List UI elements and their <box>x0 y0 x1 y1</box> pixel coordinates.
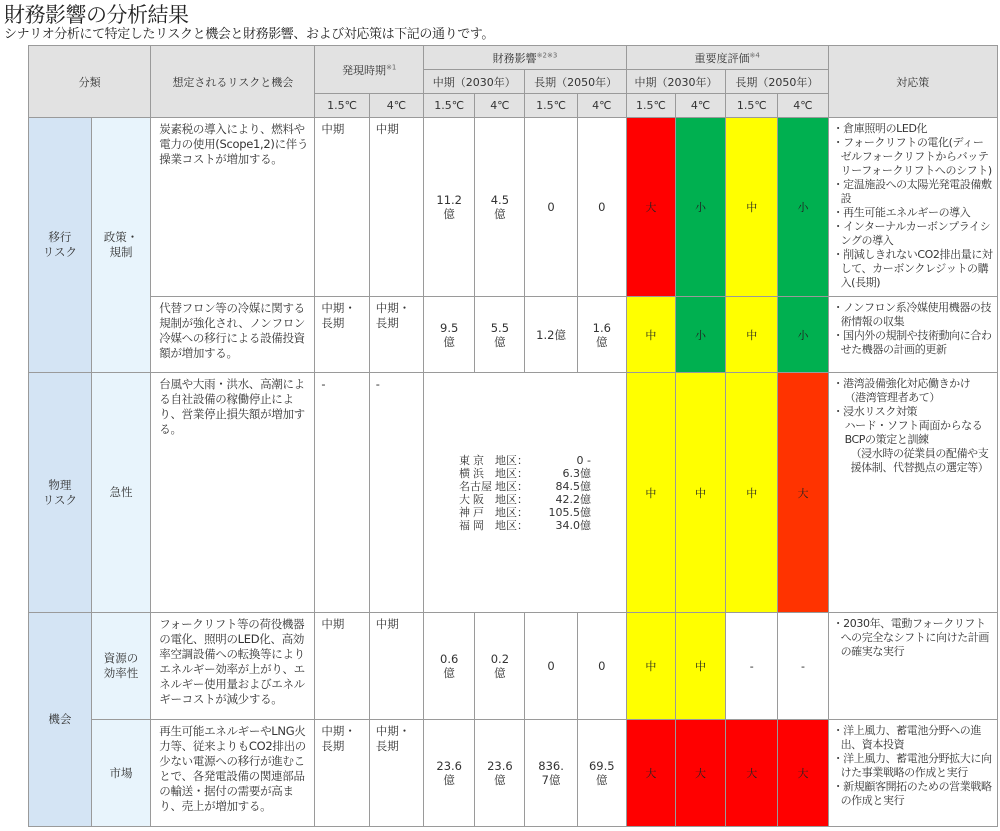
risk-description: 再生可能エネルギーやLNG火力等、従来よりもCO2排出の少ない電源への移行が進むことで、各発電設備の関連部品の輸送・据付の需要が高まり、売上が増加する。 <box>151 720 315 827</box>
region-row: 福岡 地区： 34.0億 <box>458 518 591 532</box>
imp-long-4: 大 <box>778 720 828 827</box>
header-fin-long-15: 1.5℃ <box>525 94 577 118</box>
measures: ・2030年、電動フォークリフトへの完全なシフトに向けた計画の確実な実行 <box>828 613 997 720</box>
subcategory-resource-efficiency: 資源の 効率性 <box>91 613 151 720</box>
timing-4: 中期・ 長期 <box>369 297 423 373</box>
fin-mid-4: 4.5 億 <box>475 118 525 297</box>
timing-15: 中期・ 長期 <box>315 720 369 827</box>
timing-15: 中期 <box>315 613 369 720</box>
imp-long-15: 中 <box>726 297 778 373</box>
timing-15: 中期・ 長期 <box>315 297 369 373</box>
fin-long-4: 0 <box>577 613 626 720</box>
header-risk-opportunity: 想定されるリスクと機会 <box>151 46 315 118</box>
imp-mid-4: 小 <box>675 118 725 297</box>
table-row <box>29 297 998 373</box>
fin-mid-4: 23.6 億 <box>475 720 525 827</box>
fin-long-15: 1.2億 <box>525 297 577 373</box>
header-timing-4: 4℃ <box>369 94 423 118</box>
risk-description: 台風や大雨・洪水、高潮による自社設備の稼働停止により、営業停止損失額が増加する。 <box>151 373 315 613</box>
timing-15: 中期 <box>315 118 369 297</box>
timing-15: - <box>315 373 369 613</box>
header-importance: 重要度評価$^{※4}$ <box>626 46 828 70</box>
timing-4: 中期・ 長期 <box>369 720 423 827</box>
region-row: 名古屋 地区： 84.5億 <box>458 479 591 493</box>
header-fin-mid: 中期（2030年） <box>424 70 525 94</box>
imp-mid-15: 中 <box>626 613 675 720</box>
timing-4: 中期 <box>369 613 423 720</box>
imp-long-4: - <box>778 613 828 720</box>
header-timing: 発現時期$^{※1}$ <box>315 46 424 94</box>
imp-long-4: 小 <box>778 297 828 373</box>
header-imp-long: 長期（2050年） <box>726 70 828 94</box>
imp-long-15: 中 <box>726 373 778 613</box>
subcategory-acute: 急性 <box>91 373 151 613</box>
header-financial-impact: 財務影響$^{※2※3}$ <box>424 46 627 70</box>
fin-long-4: 69.5 億 <box>577 720 626 827</box>
subcategory-market: 市場 <box>91 720 151 827</box>
measures: ・洋上風力、蓄電池分野への進出、資本投資 ・洋上風力、蓄電池分野拡大に向けた事業戦略の作成と実行 ・新規顧客開拓のための営業戦略の作成と実行 <box>828 720 997 827</box>
regional-losses <box>424 373 627 613</box>
page-subtitle: シナリオ分析にて特定したリスクと機会と財務影響、および対応策は下記の通りです。 <box>4 27 494 42</box>
header-measures: 対応策 <box>828 46 997 118</box>
category-physical-risk: 物理 リスク <box>29 373 92 613</box>
imp-mid-4: 小 <box>675 297 725 373</box>
table-row <box>29 118 998 297</box>
financial-impact-table <box>28 45 998 827</box>
imp-long-15: - <box>726 613 778 720</box>
measures: ・ノンフロン系冷媒使用機器の技術情報の収集 ・国内外の規制や技術動向に合わせた機器の計画的更新 <box>828 297 997 373</box>
region-row: 横浜 地区： 6.3億 <box>458 466 591 480</box>
imp-long-15: 大 <box>726 720 778 827</box>
measures: ・倉庫照明のLED化 ・フォークリフトの電化(ディーゼルフォークリフトからバッテリーフォークリフトへのシフト) ・定温施設への太陽光発電設備敷設 ・再生可能エネルギーの導入 ・インターナルカーボンプライシングの導入 ・削減しきれないCO2排出量に対して、カーボンクレジットの購入(長期) <box>828 118 997 297</box>
imp-mid-15: 大 <box>626 118 675 297</box>
header-imp-mid: 中期（2030年） <box>626 70 725 94</box>
page-title: 財務影響の分析結果 <box>4 3 189 27</box>
imp-mid-4: 大 <box>675 720 725 827</box>
fin-long-15: 0 <box>525 613 577 720</box>
fin-mid-15: 23.6 億 <box>424 720 475 827</box>
header-imp-long-4: 4℃ <box>778 94 828 118</box>
fin-long-15: 836. 7億 <box>525 720 577 827</box>
fin-long-4: 1.6 億 <box>577 297 626 373</box>
header-category: 分類 <box>29 46 151 118</box>
header-timing-15: 1.5℃ <box>315 94 369 118</box>
region-row: 神戸 地区： 105.5億 <box>458 505 591 519</box>
table-row <box>29 373 998 613</box>
fin-long-4: 0 <box>577 118 626 297</box>
risk-description: フォークリフト等の荷役機器の電化、照明のLED化、高効率空調設備への転換等によりエネルギー効率が上がり、エネルギー使用量およびエネルギーコストが減少する。 <box>151 613 315 720</box>
header-imp-long-15: 1.5℃ <box>726 94 778 118</box>
timing-4: - <box>369 373 423 613</box>
imp-long-15: 中 <box>726 118 778 297</box>
subcategory-policy: 政策・ 規制 <box>91 118 151 373</box>
header-imp-mid-15: 1.5℃ <box>626 94 675 118</box>
fin-mid-15: 0.6 億 <box>424 613 475 720</box>
category-opportunity: 機会 <box>29 613 92 827</box>
imp-mid-15: 中 <box>626 297 675 373</box>
fin-mid-15: 9.5 億 <box>424 297 475 373</box>
measures: ・港湾設備強化対応働きかけ （港湾管理者あて） ・浸水リスク対策 ハード・ソフト両面からなるBCPの策定と訓練 （浸水時の従業員の配備や支援体制、代替拠点の選定等） <box>828 373 997 613</box>
table-row <box>29 720 998 827</box>
fin-mid-15: 11.2 億 <box>424 118 475 297</box>
category-transition-risk: 移行 リスク <box>29 118 92 373</box>
imp-mid-15: 中 <box>626 373 675 613</box>
header-fin-mid-4: 4℃ <box>475 94 525 118</box>
fin-mid-4: 0.2 億 <box>475 613 525 720</box>
header-fin-long-4: 4℃ <box>577 94 626 118</box>
header-fin-long: 長期（2050年） <box>525 70 626 94</box>
header-fin-mid-15: 1.5℃ <box>424 94 475 118</box>
timing-4: 中期 <box>369 118 423 297</box>
imp-mid-4: 中 <box>675 613 725 720</box>
imp-long-4: 小 <box>778 118 828 297</box>
imp-long-4: 大 <box>778 373 828 613</box>
header-imp-mid-4: 4℃ <box>675 94 725 118</box>
fin-mid-4: 5.5 億 <box>475 297 525 373</box>
region-row: 東京 地区： 0 - <box>458 453 591 467</box>
risk-description: 炭素税の導入により、燃料や電力の使用(Scope1,2)に伴う操業コストが増加する。 <box>151 118 315 297</box>
fin-long-15: 0 <box>525 118 577 297</box>
imp-mid-15: 大 <box>626 720 675 827</box>
risk-description: 代替フロン等の冷媒に関する規制が強化され、ノンフロン冷媒への移行による設備投資額が増加する。 <box>151 297 315 373</box>
table-row <box>29 613 998 720</box>
imp-mid-4: 中 <box>675 373 725 613</box>
region-row: 大阪 地区： 42.2億 <box>458 492 591 506</box>
